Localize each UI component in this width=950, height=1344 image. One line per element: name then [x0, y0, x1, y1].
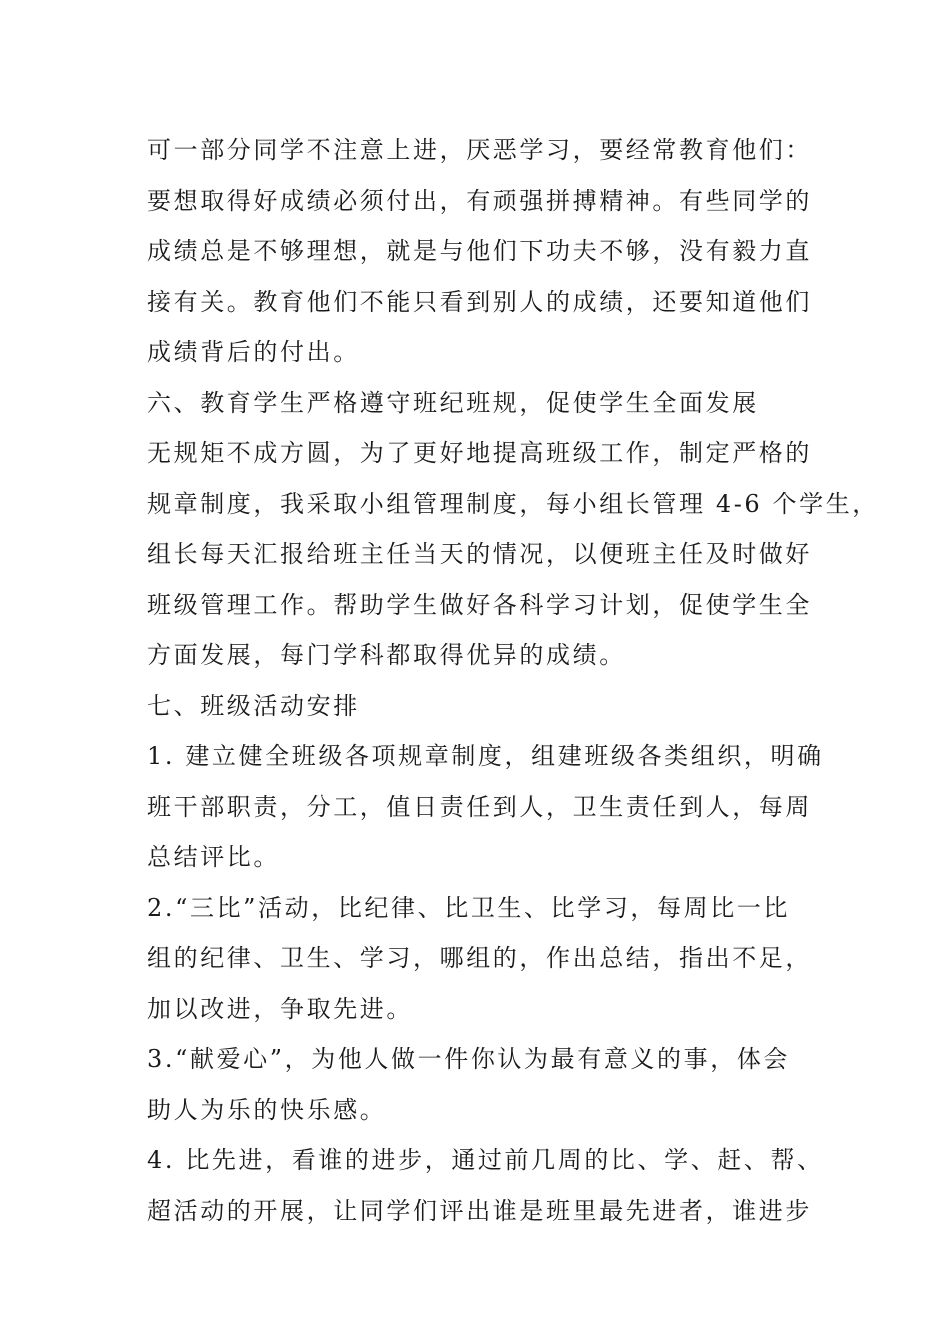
text-line: 助人为乐的快乐感。 — [147, 1095, 387, 1124]
text-line: 无规矩不成方圆，为了更好地提高班级工作，制定严格的 — [147, 439, 812, 467]
text-line: 超活动的开展，让同学们评出谁是班里最先进者，谁进步 — [147, 1196, 812, 1225]
text-line: 成绩背后的付出。 — [147, 338, 360, 366]
list-item-1: 1. 建立健全班级各项规章制度，组建班级各类组织，明确 — [147, 742, 824, 770]
text-line: 方面发展，每门学科都取得优异的成绩。 — [147, 641, 626, 669]
text-line: 班干部职责，分工，值日责任到人，卫生责任到人，每周 — [147, 792, 812, 821]
list-item-3: 3.“献爱心”，为他人做一件你认为最有意义的事，体会 — [147, 1045, 791, 1073]
text-line: 成绩总是不够理想，就是与他们下功夫不够，没有毅力直 — [147, 237, 812, 265]
section-heading-6: 六、教育学生严格遵守班纪班规，促使学生全面发展 — [147, 388, 759, 417]
text-line: 接有关。教育他们不能只看到别人的成绩，还要知道他们 — [147, 287, 812, 316]
section-heading-7: 七、班级活动安排 — [147, 691, 360, 720]
text-line: 组的纪律、卫生、学习，哪组的，作出总结，指出不足， — [147, 944, 812, 972]
text-line: 可一部分同学不注意上进，厌恶学习，要经常教育他们： — [147, 136, 812, 164]
text-line: 组长每天汇报给班主任当天的情况，以便班主任及时做好 — [147, 540, 812, 568]
text-line: 加以改进，争取先进。 — [147, 994, 413, 1023]
text-line: 要想取得好成绩必须付出，有顽强拼搏精神。有些同学的 — [147, 186, 812, 215]
text-line: 规章制度，我采取小组管理制度，每小组长管理 4-6 个学生， — [147, 489, 879, 518]
list-item-4: 4. 比先进，看谁的进步，通过前几周的比、学、赶、帮、 — [147, 1146, 824, 1174]
text-line: 总结评比。 — [147, 843, 280, 871]
text-line: 班级管理工作。帮助学生做好各科学习计划，促使学生全 — [147, 590, 812, 619]
list-item-2: 2.“三比”活动，比纪律、比卫生、比学习，每周比一比 — [147, 893, 791, 922]
body-text — [147, 125, 879, 1236]
